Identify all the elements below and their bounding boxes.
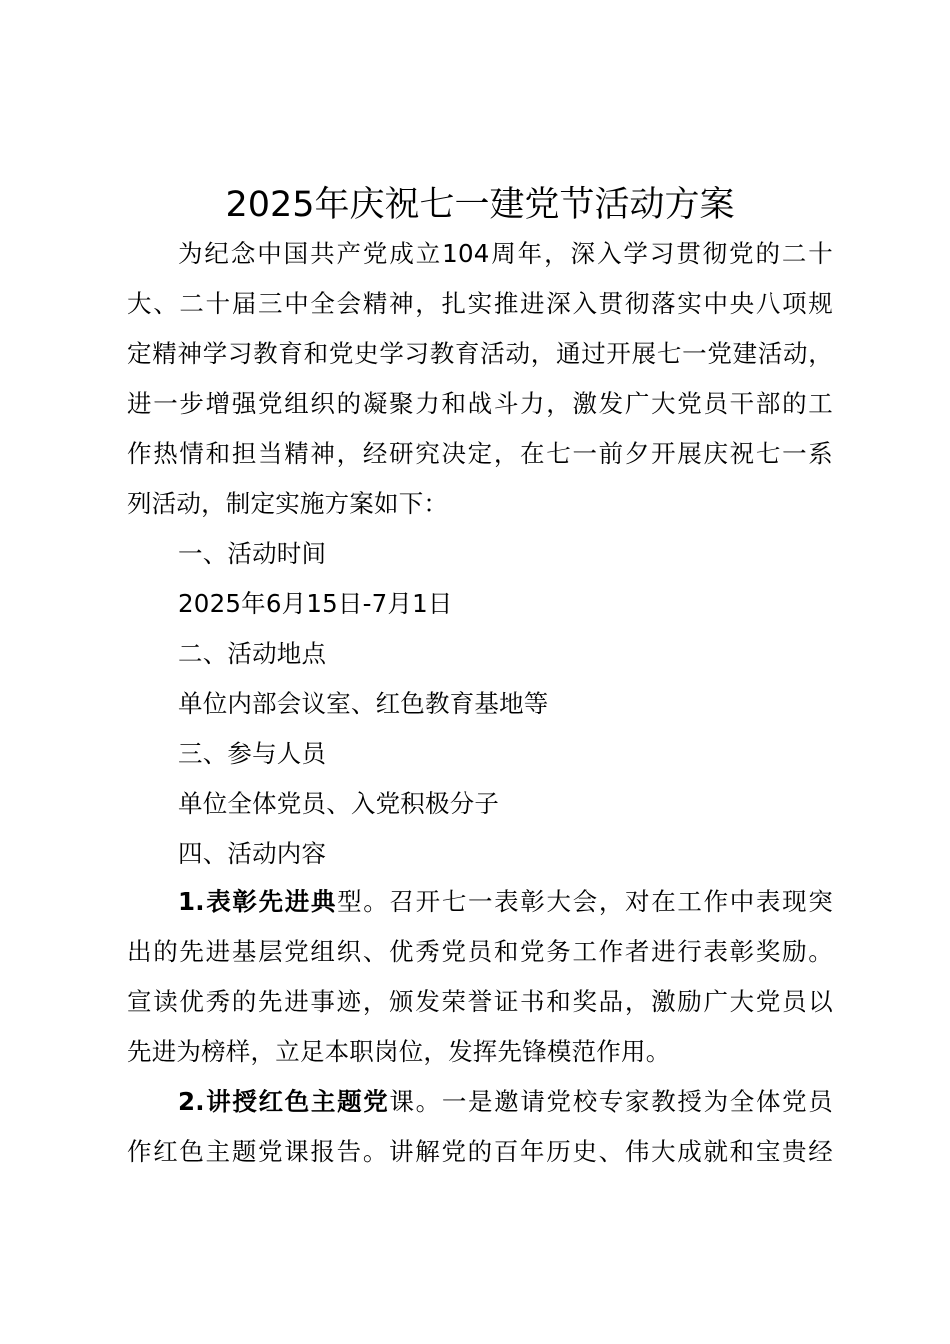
item2-first-line (178, 1086, 833, 1118)
item1-line-4: 先进为榜样，立足本职岗位，发挥先锋模范作用。 (127, 1037, 671, 1066)
intro-line-1: 为纪念中国共产党成立104周年，深入学习贯彻党的二十 (178, 239, 833, 268)
section3-content: 单位全体党员、入党积极分子 (178, 789, 500, 818)
intro-line-3: 定精神学习教育和党史学习教育活动，通过开展七一党建活动， (127, 339, 833, 368)
intro-line-4: 进一步增强党组织的凝聚力和战斗力，激发广大党员干部的工 (127, 389, 833, 418)
section1-heading: 一、活动时间 (178, 539, 327, 568)
document-title: 2025年庆祝七一建党节活动方案 (225, 185, 735, 225)
intro-line-5: 作热情和担当精神，经研究决定，在七一前夕开展庆祝七一系 (127, 439, 833, 468)
item2-first-text: 课。一是邀请党校专家教授为全体党员 (389, 1087, 833, 1116)
item2-bold-label: 2.讲授红色主题党 (178, 1087, 390, 1116)
intro-line-2: 大、二十届三中全会精神，扎实推进深入贯彻落实中央八项规 (127, 289, 833, 318)
section2-content: 单位内部会议室、红色教育基地等 (178, 689, 549, 718)
item1-line-2: 出的先进基层党组织、优秀党员和党务工作者进行表彰奖励。 (127, 937, 833, 966)
section3-heading: 三、参与人员 (178, 739, 327, 768)
intro-line-6: 列活动，制定实施方案如下： (127, 489, 449, 518)
item1-line-3: 宣读优秀的先进事迹，颁发荣誉证书和奖品，激励广大党员以 (127, 987, 833, 1016)
section4-heading: 四、活动内容 (178, 839, 327, 868)
item1-bold-label: 1.表彰先进典 (178, 887, 338, 916)
item2-line-2: 作红色主题党课报告。讲解党的百年历史、伟大成就和宝贵经 (127, 1137, 833, 1166)
item1-first-line (178, 886, 833, 918)
section1-content: 2025年6月15日-7月1日 (178, 589, 453, 618)
item1-first-text: 型。召开七一表彰大会，对在工作中表现突 (337, 887, 833, 916)
section2-heading: 二、活动地点 (178, 639, 327, 668)
